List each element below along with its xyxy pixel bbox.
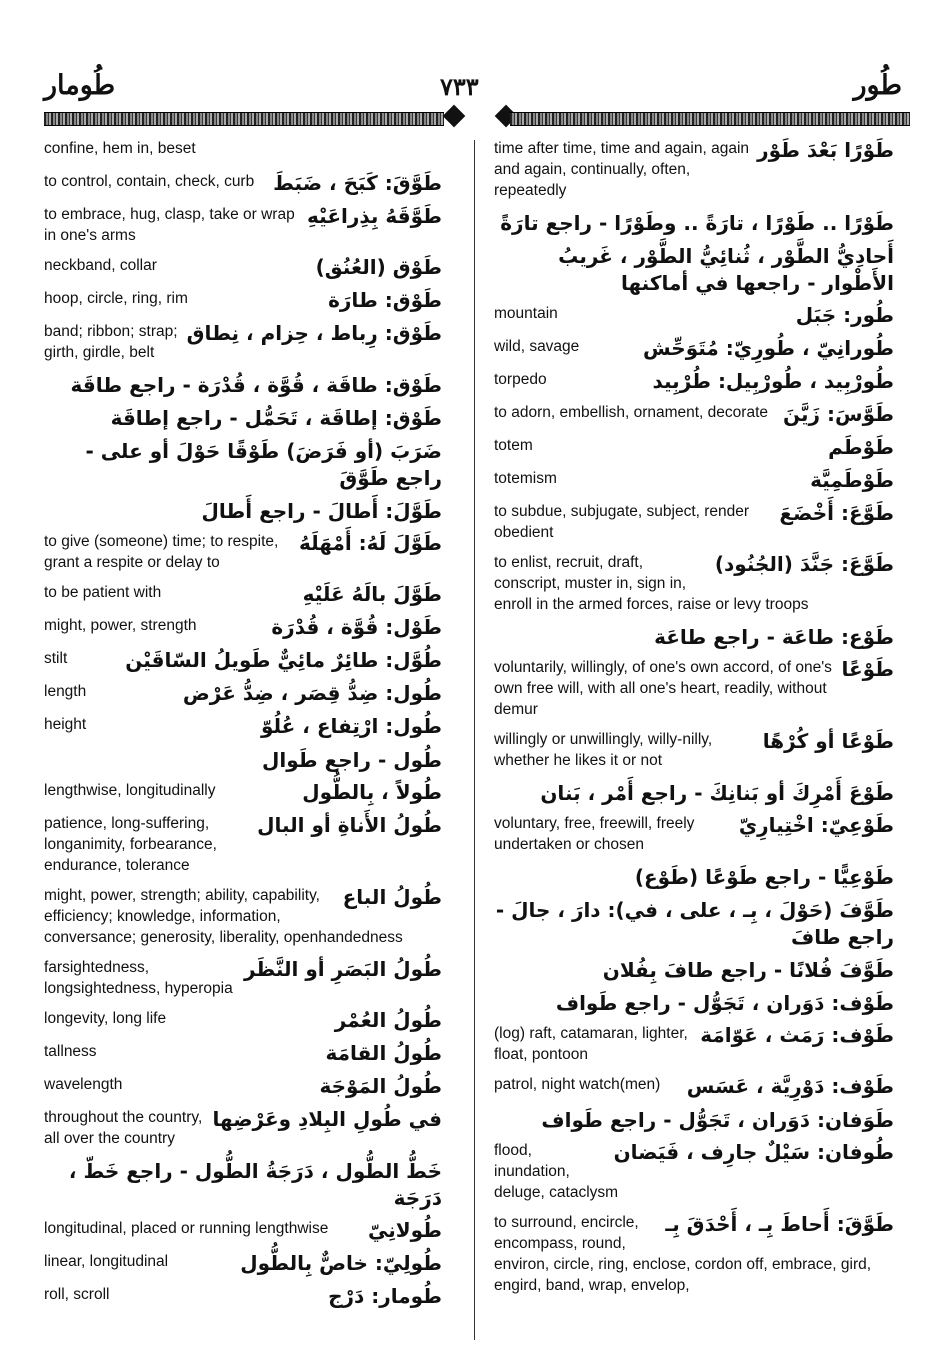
arabic-headword: طَوْعًا أو كُرْهًا (762, 729, 894, 753)
header-rule-right (510, 112, 910, 126)
arabic-cross-reference: طَوْق: إطاقَة ، تَحَمُّل - راجع إطاقَة (110, 406, 442, 430)
arabic-cross-reference: طَوْع: طاعَة - راجع طاعَة (654, 625, 894, 649)
dictionary-entry (494, 336, 894, 360)
english-definition: torpedo (494, 371, 547, 388)
arabic-headword: طَوْق: رِباط ، حِزام ، نِطاق (186, 321, 442, 345)
english-definition: confine, hem in, beset (44, 140, 196, 157)
english-definition: voluntarily, willingly, of one's own accord, of one's own free will, with all one's heart, readily, without demur (494, 659, 832, 718)
arabic-headword: في طُولِ البِلادِ وعَرْضِها (212, 1107, 442, 1131)
dictionary-entry (44, 321, 442, 363)
english-definition: to surround, encircle, encompass, round, environ, circle, ring, enclose, cordon off, embrace, gird, engird, band, wrap, envelop, (494, 1214, 872, 1294)
arabic-cross-reference: أَحادِيُّ الطَّوْر ، ثُنائِيُّ الطَّوْر ، غَريبُ الأَطْوار - راجعها في أماكنها (558, 244, 894, 295)
english-definition: to subdue, subjugate, subject, render obedient (494, 503, 750, 541)
english-definition: willingly or unwillingly, willy-nilly, whether he likes it or not (494, 731, 713, 769)
arabic-headword: طُورْبِيد ، طُورْبِيل: طُرْبِيد (652, 369, 894, 393)
dictionary-entry (494, 402, 894, 426)
arabic-headword: طَوَّقَ: أَحاطَ بِـ ، أَحْدَقَ بِـ (665, 1212, 894, 1236)
dictionary-entry (494, 552, 894, 615)
english-definition: hoop, circle, ring, rim (44, 290, 188, 307)
dictionary-entry (44, 615, 442, 639)
english-definition: longitudinal, placed or running lengthwise (44, 1220, 329, 1237)
arabic-cross-reference: طَوَّفَ فُلانًا - راجع طافَ بِفُلان (602, 958, 894, 982)
header-rule-left (44, 112, 444, 126)
english-definition: tallness (44, 1043, 97, 1060)
english-definition: patrol, night watch(men) (494, 1076, 661, 1093)
english-definition: wavelength (44, 1076, 123, 1093)
arabic-headword: طَوْطَم (828, 435, 894, 459)
left-column (44, 138, 442, 1317)
english-definition: stilt (44, 650, 68, 667)
english-definition: lengthwise, longitudinally (44, 782, 216, 799)
arabic-headword: طَوَّعَ: جَنَّدَ (الجُنُود) (714, 552, 894, 576)
arabic-cross-reference: طُول - راجع طَوال (262, 748, 442, 772)
dictionary-entry (44, 255, 442, 279)
arabic-headword: طَوْعِيّ: اخْتِيارِيّ (738, 813, 894, 837)
english-definition: patience, long-suffering, longanimity, forbearance, endurance, tolerance (44, 815, 217, 874)
english-definition: wild, savage (494, 338, 580, 355)
dictionary-entry (44, 780, 442, 804)
arabic-headword: طُولُ الباع (342, 885, 442, 909)
header-right-word: طُور (853, 70, 902, 101)
dictionary-entry (44, 1041, 442, 1065)
english-definition: to embrace, hug, clasp, take or wrap in one's arms (44, 206, 295, 244)
dictionary-entry (44, 582, 442, 606)
dictionary-entry (44, 957, 442, 999)
arabic-cross-reference: طَوْعِيًّا - راجع طَوْعًا (طَوْع) (634, 865, 894, 889)
right-column (494, 138, 894, 1305)
arabic-cross-reference: طَوْق: طاقَة ، قُوَّة ، قُدْرَة - راجع طاقَة (70, 373, 442, 397)
arabic-headword: طُولُ العُمْر (334, 1008, 442, 1032)
arabic-headword: طُولُ البَصَرِ أو النَّظَر (243, 957, 442, 981)
arabic-headword: طَوْرًا بَعْدَ طَوْر (757, 138, 894, 162)
english-definition: to enlist, recruit, draft, conscript, muster in, sign in, enroll in the armed forces, raise or levy troops (494, 554, 809, 613)
english-definition: voluntary, free, freewill, freely undertaken or chosen (494, 815, 695, 853)
english-definition: to give (someone) time; to respite, grant a respite or delay to (44, 533, 279, 571)
dictionary-entry (44, 288, 442, 312)
arabic-headword: طَوْف: رَمَث ، عَوّامَة (700, 1023, 894, 1047)
dictionary-entry (494, 138, 894, 201)
arabic-headword: طُول: ضِدُّ قِصَر ، ضِدُّ عَرْض (182, 681, 442, 705)
dictionary-entry (44, 1008, 442, 1032)
dictionary-entry (44, 138, 442, 162)
arabic-headword: طَوَّعَ: أَخْضَعَ (779, 501, 894, 525)
dictionary-entry (494, 813, 894, 855)
arabic-headword: طَوَّلَ بالَهُ عَلَيْهِ (302, 582, 442, 606)
arabic-headword: طَوْق: طارَة (328, 288, 442, 312)
english-definition: to control, contain, check, curb (44, 173, 255, 190)
arabic-headword: طَوْطَمِيَّة (810, 468, 894, 492)
english-definition: height (44, 716, 87, 733)
english-definition: linear, longitudinal (44, 1253, 169, 1270)
dictionary-entry (44, 531, 442, 573)
dictionary-entry (494, 468, 894, 492)
english-definition: length (44, 683, 87, 700)
arabic-headword: طَوَّلَ لَهُ: أَمْهَلَهُ (298, 531, 442, 555)
dictionary-entry (494, 303, 894, 327)
dictionary-entry (44, 204, 442, 246)
arabic-cross-reference: طَوَفان: دَوَران ، تَجَوُّل - راجع طَواف (541, 1108, 894, 1132)
arabic-headword: طَوَّقَهُ بِذِراعَيْهِ (307, 204, 442, 228)
english-definition: throughout the country, all over the country (44, 1109, 203, 1147)
dictionary-entry (44, 1107, 442, 1149)
english-definition: might, power, strength (44, 617, 197, 634)
arabic-cross-reference: طَوْرًا .. طَوْرًا ، تارَةً .. وطَوْرًا - راجع تارَةً (500, 211, 894, 235)
arabic-cross-reference: خَطُّ الطُّول ، دَرَجَةُ الطُّول - راجع خَطّ ، دَرَجَة (68, 1159, 442, 1210)
english-definition: neckband, collar (44, 257, 157, 274)
english-definition: totemism (494, 470, 557, 487)
arabic-headword: طُول: ارْتِفاع ، عُلُوّ (260, 714, 442, 738)
arabic-cross-reference: طَوْف: دَوَران ، تَجَوُّل - راجع طَواف (555, 991, 894, 1015)
english-definition: might, power, strength; ability, capability, efficiency; knowledge, information, conversance; generosity, liberality, openhandedness (44, 887, 403, 946)
arabic-headword: طَوْعًا (841, 657, 894, 681)
arabic-cross-reference: طَوَّفَ (حَوْلَ ، بِـ ، على ، في): دارَ ، جالَ - راجع طافَ (495, 898, 894, 949)
dictionary-entry (44, 681, 442, 705)
dictionary-entry (494, 1212, 894, 1296)
english-definition: flood, inundation, deluge, cataclysm (494, 1142, 619, 1201)
dictionary-entry (44, 885, 442, 948)
arabic-cross-reference: طَوْعَ أَمْرِكَ أو بَنانِكَ - راجع أَمْر ، بَنان (540, 781, 894, 805)
arabic-cross-reference: ضَرَبَ (أو فَرَضَ) طَوْقًا حَوْلَ أو على - راجع طَوَّقَ (85, 439, 442, 490)
dictionary-entry (44, 714, 442, 738)
english-definition: time after time, time and again, again and again, continually, often, repeatedly (494, 140, 750, 199)
arabic-headword: طَوْف: دَوْرِيَّة ، عَسَس (686, 1074, 894, 1098)
arabic-cross-reference: طَوَّلَ: أَطالَ - راجع أَطالَ (201, 499, 442, 523)
english-definition: to adorn, embellish, ornament, decorate (494, 404, 768, 421)
english-definition: totem (494, 437, 533, 454)
english-definition: band; ribbon; strap; girth, girdle, belt (44, 323, 178, 361)
arabic-headword: طُولاً ، بِالطُّول (302, 780, 442, 804)
dictionary-entry (44, 171, 442, 195)
english-definition: (log) raft, catamaran, lighter, float, pontoon (494, 1025, 688, 1063)
dictionary-entry (44, 813, 442, 876)
dictionary-entry (44, 648, 442, 672)
dictionary-entry (494, 657, 894, 720)
page-number: ٧٣٣ (440, 72, 479, 101)
arabic-headword: طُورانِيّ ، طُورِيّ: مُتَوَحِّش (643, 336, 894, 360)
header-left-word: طُومار (44, 70, 116, 101)
dictionary-entry (44, 1218, 442, 1242)
dictionary-entry (494, 1023, 894, 1065)
english-definition: farsightedness, longsightedness, hyperopia (44, 959, 233, 997)
header-diamond-left (443, 105, 466, 128)
arabic-headword: طُولُ المَوْجَة (319, 1074, 442, 1098)
column-divider (474, 140, 475, 1340)
dictionary-entry (44, 1284, 442, 1308)
dictionary-entry (494, 369, 894, 393)
dictionary-entry (44, 1251, 442, 1275)
arabic-headword: طَوَّقَ: كَبَحَ ، ضَبَطَ (273, 171, 442, 195)
dictionary-entry (44, 1074, 442, 1098)
dictionary-entry (494, 729, 894, 771)
dictionary-entry (494, 1140, 894, 1203)
english-definition: mountain (494, 305, 558, 322)
arabic-headword: طَوَّسَ: زَيَّنَ (783, 402, 894, 426)
arabic-headword: طُولِيّ: خاصٌّ بِالطُّول (240, 1251, 442, 1275)
dictionary-entry (494, 501, 894, 543)
dictionary-entry (494, 1074, 894, 1098)
arabic-headword: طُومار: دَرْج (328, 1284, 442, 1308)
english-definition: to be patient with (44, 584, 162, 601)
arabic-headword: طَوْق (العُنُق) (315, 255, 442, 279)
arabic-headword: طُوفان: سَيْلٌ جارِف ، فَيَضان (613, 1140, 894, 1164)
dictionary-entry (494, 435, 894, 459)
english-definition: roll, scroll (44, 1286, 110, 1303)
arabic-headword: طَوْل: قُوَّة ، قُدْرَة (271, 615, 442, 639)
english-definition: longevity, long life (44, 1010, 167, 1027)
arabic-headword: طُولُ الأَناةِ أو البال (257, 813, 442, 837)
arabic-headword: طُور: جَبَل (795, 303, 894, 327)
arabic-headword: طُولُ القامَة (325, 1041, 442, 1065)
arabic-headword: طُولانِيّ (367, 1218, 442, 1242)
arabic-headword: طُوَّل: طائِرٌ مائِيٌّ طَويلُ السّاقَيْن (125, 648, 442, 672)
